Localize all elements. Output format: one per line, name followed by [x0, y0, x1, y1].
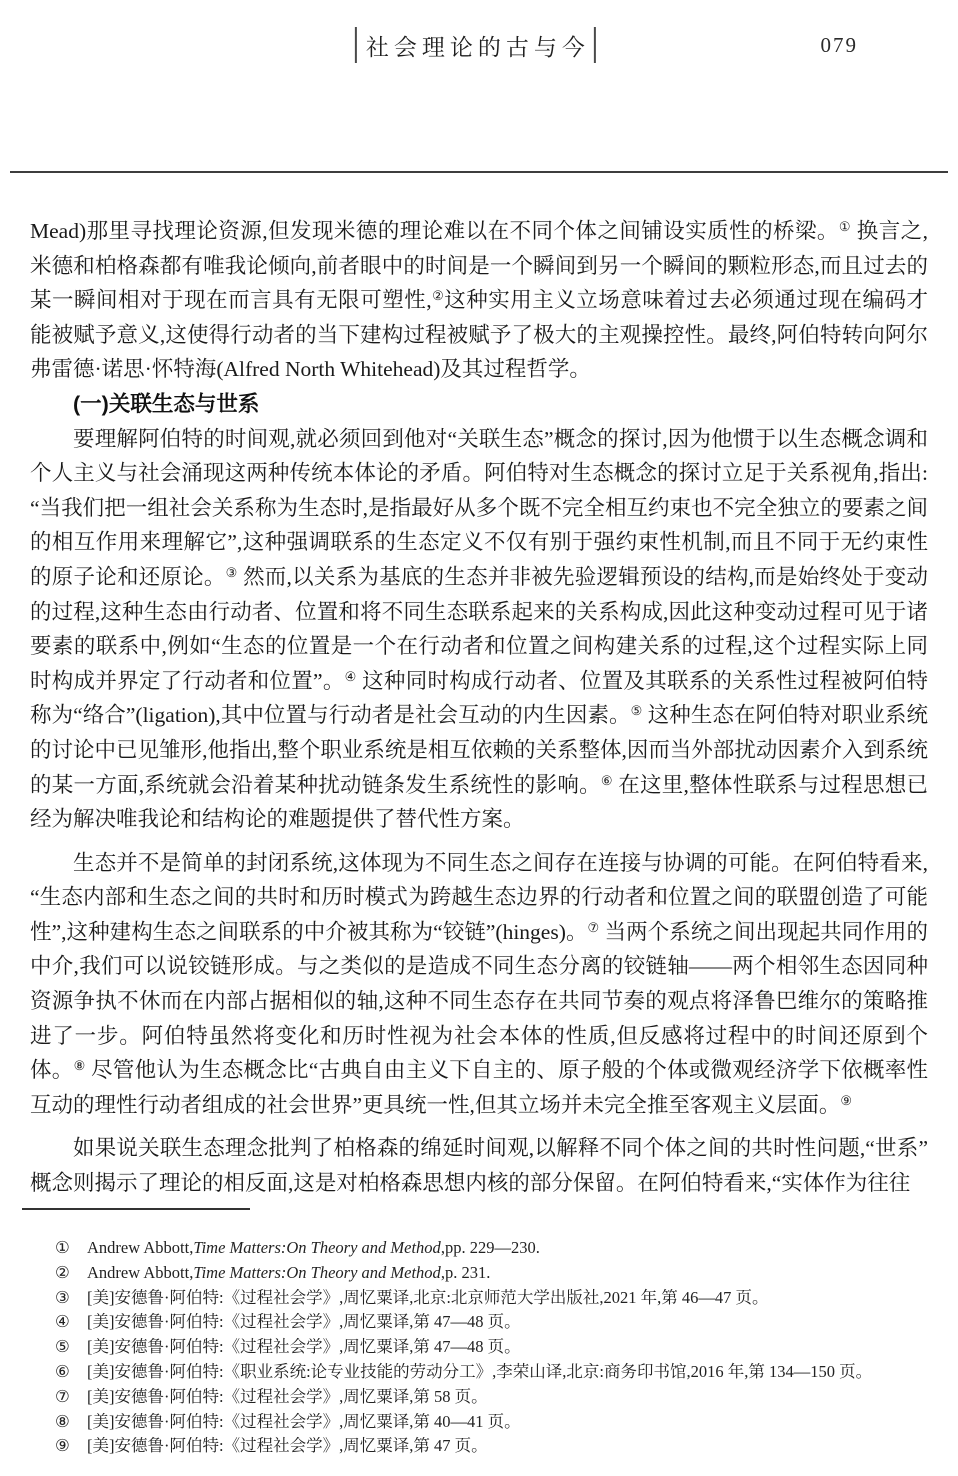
paragraph: 如果说关联生态理念批判了柏格森的绵延时间观,以解释不同个体之间的共时性问题,“世系”概念则揭示了理论的相反面,这是对柏格森思想内核的部分保留。在阿伯特看来,“实体作为往往	[30, 1136, 928, 1196]
footnote-number: ⑧	[55, 1411, 70, 1431]
footnote-item	[55, 1261, 930, 1286]
footnote-text: [美]安德鲁·阿伯特:《职业系统:论专业技能的劳动分工》,李荣山译,北京:商务印书馆,2016 年,第 134—150 页。	[87, 1361, 873, 1381]
footnote-number: ⑤	[55, 1337, 70, 1357]
footnote-item	[55, 1410, 930, 1435]
running-title-group	[355, 26, 596, 64]
title-divider-left	[355, 27, 357, 63]
section-heading: (一)关联生态与世系	[73, 391, 260, 416]
footnote-number: ①	[55, 1238, 70, 1257]
footnote-text: Andrew Abbott,Time Matters:On Theory and Method,p. 231.	[87, 1262, 491, 1282]
footnote-number: ③	[55, 1287, 70, 1307]
header-rule	[10, 171, 948, 173]
title-divider-right	[594, 27, 596, 63]
footnote-item	[55, 1310, 930, 1335]
footnote-text: [美]安德鲁·阿伯特:《过程社会学》,周忆粟译,第 58 页。	[87, 1386, 488, 1406]
footnote-item	[55, 1335, 930, 1360]
footnote-text: Andrew Abbott,Time Matters:On Theory and Method,pp. 229—230.	[87, 1238, 540, 1257]
running-title: 社会理论的古与今	[365, 33, 590, 60]
footnote-number: ②	[55, 1262, 70, 1282]
footnote-number: ⑦	[55, 1386, 70, 1406]
paragraph-continuation: Mead)那里寻找理论资源,但发现米德的理论难以在不同个体之间铺设实质性的桥梁。① 换言之,米德和柏格森都有唯我论倾向,前者眼中的时间是一个瞬间到另一个瞬间的颗粒形态,而且过去的某一瞬间相对于现在而言具有无限可塑性,②这种实用主义立场意味着过去必须通过现在编码才能被赋予意义,这使得行动者的当下建构过程被赋予了极大的主观操控性。最终,阿伯特转向阿尔弗雷德·诺思·怀特海(Alfred North Whitehead)及其过程哲学。	[30, 219, 928, 382]
footnote-number: ⑥	[55, 1361, 70, 1381]
footnote-text: [美]安德鲁·阿伯特:《过程社会学》,周忆粟译,第 40—41 页。	[87, 1411, 521, 1431]
paragraph: 要理解阿伯特的时间观,就必须回到他对“关联生态”概念的探讨,因为他惯于以生态概念调和个人主义与社会涌现这两种传统本体论的矛盾。阿伯特对生态概念的探讨立足于关系视角,指出:“当我们把一组社会关系称为生态时,是指最好从多个既不完全相互约束也不完全独立的要素之间的相互作用来理解它”,这种强调联系的生态定义不仅有别于强约束性机制,而且不同于无约束性的原子论和还原论。③ 然而,以关系为基底的生态并非被先验逻辑预设的结构,而是始终处于变动的过程,这种生态由行动者、位置和将不同生态联系起来的关系构成,因此这种变动过程可见于诸要素的联系中,例如“生态的位置是一个在行动者和位置之间构建关系的过程,这个过程实际上同时构成并界定了行动者和位置”。④ 这种同时构成行动者、位置及其联系的关系性过程被阿伯特称为“络合”(ligation),其中位置与行动者是社会互动的内生因素。⑤ 这种生态在阿伯特对职业系统的讨论中已见雏形,他指出,整个职业系统是相互依赖的关系整体,因而当外部扰动因素介入到系统的某一方面,系统就会沿着某种扰动链条发生系统性的影响。⑥ 在这里,整体性联系与过程思想已经为解决唯我论和结构论的难题提供了替代性方案。	[30, 426, 928, 832]
footnote-item	[55, 1360, 930, 1385]
main-text	[30, 214, 928, 1201]
paragraph: 生态并不是简单的封闭系统,这体现为不同生态之间存在连接与协调的可能。在阿伯特看来,“生态内部和生态之间的共时和历时模式为跨越生态边界的行动者和位置之间的联盟创造了可能性”,这种建构生态之间联系的中介被其称为“铰链”(hinges)。⑦ 当两个系统之间出现起共同作用的中介,我们可以说铰链形成。与之类似的是造成不同生态分离的铰链轴——两个相邻生态因同种资源争执不休而在内部占据相似的轴,这种不同生态存在共同节奏的观点将泽鲁巴维尔的策略推进了一步。阿伯特虽然将变化和历时性视为社会本体的性质,但反感将过程中的时间还原到个体。⑧ 尽管他认为生态概念比“古典自由主义下自主的、原子般的个体或微观经济学下依概率性互动的理性行动者组成的社会世界”更具统一性,但其立场并未完全推至客观主义层面。⑨	[30, 850, 929, 1117]
footnote-item	[55, 1286, 930, 1311]
footnote-list	[55, 1236, 930, 1459]
footnote-text: [美]安德鲁·阿伯特:《过程社会学》,周忆粟译,第 47—48 页。	[87, 1312, 521, 1332]
page-number: 079	[820, 33, 858, 57]
footnote-number: ④	[55, 1312, 70, 1332]
footnote-number: ⑨	[55, 1436, 70, 1456]
footnote-item	[55, 1236, 930, 1261]
footnote-text: [美]安德鲁·阿伯特:《过程社会学》,周忆粟译,第 47 页。	[87, 1436, 488, 1456]
footnote-separator	[22, 1208, 250, 1210]
footnote-text: [美]安德鲁·阿伯特:《过程社会学》,周忆粟译,第 47—48 页。	[87, 1337, 521, 1357]
footnote-item	[55, 1385, 930, 1410]
footnote-text: [美]安德鲁·阿伯特:《过程社会学》,周忆粟译,北京:北京师范大学出版社,2021 年,第 46—47 页。	[87, 1287, 769, 1307]
footnote-item	[55, 1434, 930, 1459]
